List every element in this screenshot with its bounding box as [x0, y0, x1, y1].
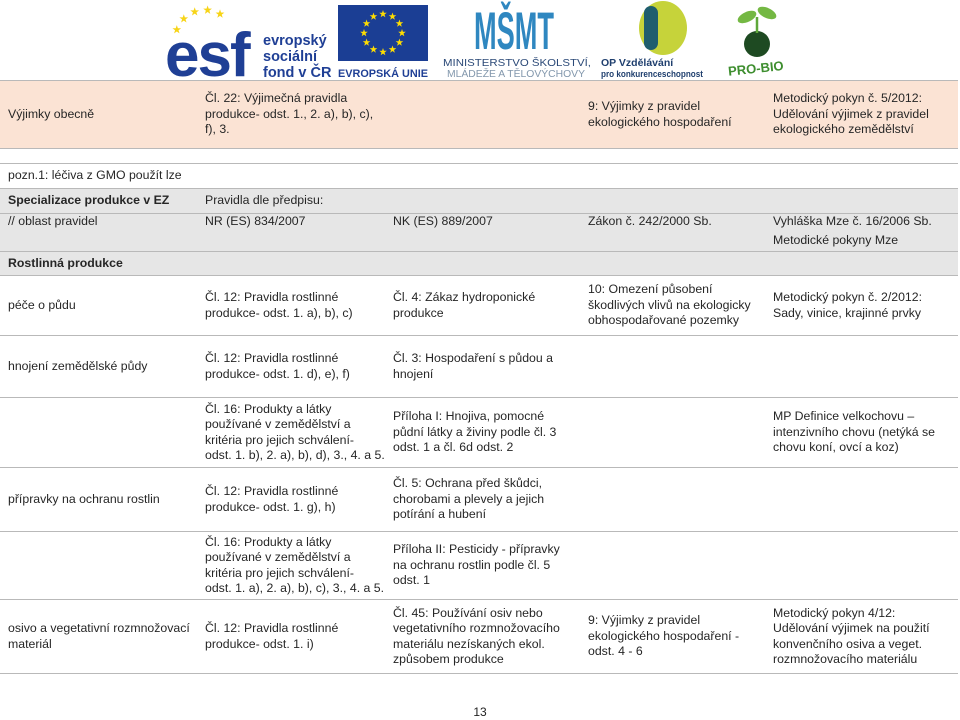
cell-area: péče o půdu — [8, 297, 76, 312]
cell-nk: Čl. 5: Ochrana před škůdci, chorobami a plevely a jejich potírání a hubení — [393, 476, 545, 522]
table-row — [0, 467, 958, 531]
column-header-law: Zákon č. 242/2000 Sb. — [588, 214, 712, 229]
msmt-line-1: MINISTERSTVO ŠKOLSTVÍ, — [443, 57, 579, 69]
page-number: 13 — [473, 705, 487, 719]
esf-line-1: evropský — [263, 33, 327, 49]
cell-nk: Čl. 45: Používání osiv nebo vegetativního rozmnožovacího materiálu nezískaných ekol. způsobem produkce — [393, 605, 560, 666]
cell-guidance: MP Definice velkochovu – intenzivního chovu (netýká se chovu koní, ovcí a koz) — [773, 409, 936, 455]
table-row — [0, 599, 958, 674]
msmt-line-2: MLÁDEŽE A TĚLOVÝCHOVY — [447, 69, 581, 80]
rules-by-heading: Pravidla dle předpisu: — [205, 193, 324, 208]
column-header-decree: Vyhláška Mze č. 16/2006 Sb. — [773, 214, 932, 229]
cell-nr: Čl. 16: Produkty a látky používané v zemědělství a kritéria pro jejich schválení- odst. 1. a), 2. a), b), c), 3., 4. a 5. — [205, 534, 385, 595]
eu-flag-logo — [338, 5, 428, 80]
column-header-nr: NR (ES) 834/2007 — [205, 214, 306, 229]
msmt-logo — [443, 0, 591, 80]
star-icon — [216, 9, 225, 17]
table-header-row — [0, 188, 958, 213]
table-row-note — [0, 163, 958, 188]
opvk-logo — [601, 1, 704, 80]
cell-nr: Čl. 16: Produkty a látky používané v zemědělství a kritéria pro jejich schválení- odst. 1. b), 2. a), b), d), 3., 4. a 5. — [205, 401, 385, 462]
table-row-exceptions — [0, 80, 958, 148]
cell-law: 9: Výjimky z pravidel ekologického hospodaření - odst. 4 - 6 — [588, 613, 740, 659]
cell-nr: Čl. 12: Pravidla rostlinné produkce- odst. 1. g), h) — [205, 484, 339, 514]
probio-logo — [727, 4, 784, 79]
cell-guidance: Metodický pokyn 4/12: Udělování výjimek na použití konvenčního osiva a veget. rozmnožovacího materiálu — [773, 605, 930, 666]
esf-line-3: fond v ČR — [263, 65, 332, 80]
opvk-line-1: OP Vzdělávání — [601, 57, 674, 69]
probio-leaf-right — [756, 4, 778, 22]
esf-line-2: sociální — [263, 49, 317, 65]
table-row — [0, 335, 958, 397]
cell-nr: Čl. 12: Pravidla rostlinné produkce- odst. 1. a), b), c) — [205, 290, 353, 320]
cell-nk: Čl. 4: Zákaz hydroponické produkce — [393, 290, 536, 320]
msmt-wordmark: MŠMT — [474, 2, 575, 61]
table-columns-row — [0, 213, 958, 230]
cell-area: osivo a vegetativní rozmnožovací materiál — [8, 621, 190, 651]
table-row — [0, 275, 958, 335]
table-row — [0, 531, 958, 599]
cell-area: přípravky na ochranu rostlin — [8, 491, 160, 506]
star-icon — [190, 7, 199, 15]
logo-bar — [0, 0, 960, 80]
cell-nr: Čl. 12: Pravidla rostlinné produkce- odst. 1. i) — [205, 621, 339, 651]
cell-area: hnojení zemědělské půdy — [8, 358, 148, 373]
cell-nr: Čl. 22: Výjimečná pravidla produkce- odst. 1., 2. a), b), c), f), 3. — [205, 91, 374, 137]
column-header-guidance: Metodické pokyny Mze — [773, 232, 899, 247]
cell-nk: Příloha II: Pesticidy - přípravky na ochranu rostlin podle čl. 5 odst. 1 — [393, 542, 560, 588]
note-text: pozn.1: léčiva z GMO použít lze — [8, 168, 182, 183]
cell-nk: Čl. 3: Hospodaření s půdou a hnojení — [393, 351, 553, 381]
probio-sprout-icon — [736, 4, 778, 57]
probio-leaf-left — [736, 8, 758, 26]
column-header-nk: NK (ES) 889/2007 — [393, 214, 493, 229]
opvk-symbol-bar — [644, 6, 658, 50]
cell-area: Výjimky obecně — [8, 106, 95, 121]
probio-wordmark: PRO-BIO — [727, 58, 785, 79]
star-icon — [203, 6, 212, 14]
cell-law: 10: Omezení působení škodlivých vlivů na ekologicky obhospodařované pozemky — [588, 282, 751, 328]
cell-law: 9: Výjimky z pravidel ekologického hospodaření — [588, 99, 732, 129]
cell-guidance: Metodický pokyn č. 5/2012: Udělování výjimek z pravidel ekologického zemědělství — [773, 91, 929, 137]
opvk-line-2: pro konkurenceschopnost — [601, 69, 704, 80]
esf-wordmark: esf — [165, 21, 249, 80]
table-columns-row-2 — [0, 230, 958, 251]
opvk-symbol-icon — [639, 1, 687, 55]
section-title: Rostlinná produkce — [8, 255, 123, 270]
specialization-heading: Specializace produkce v EZ — [8, 193, 170, 208]
cell-nr: Čl. 12: Pravidla rostlinné produkce- odst. 1. d), e), f) — [205, 351, 350, 381]
section-title-row — [0, 251, 958, 275]
table-row-spacer — [0, 148, 958, 163]
eu-label: EVROPSKÁ UNIE — [338, 68, 430, 80]
esf-logo — [165, 6, 332, 80]
cell-nk: Příloha I: Hnojiva, pomocné půdní látky a živiny podle čl. 3 odst. 1 a čl. 6d odst. 2 — [393, 409, 557, 455]
probio-seed — [744, 31, 770, 57]
column-header-area: // oblast pravidel — [8, 214, 98, 229]
cell-guidance: Metodický pokyn č. 2/2012: Sady, vinice, krajinné prvky — [773, 290, 923, 320]
table-row — [0, 397, 958, 467]
